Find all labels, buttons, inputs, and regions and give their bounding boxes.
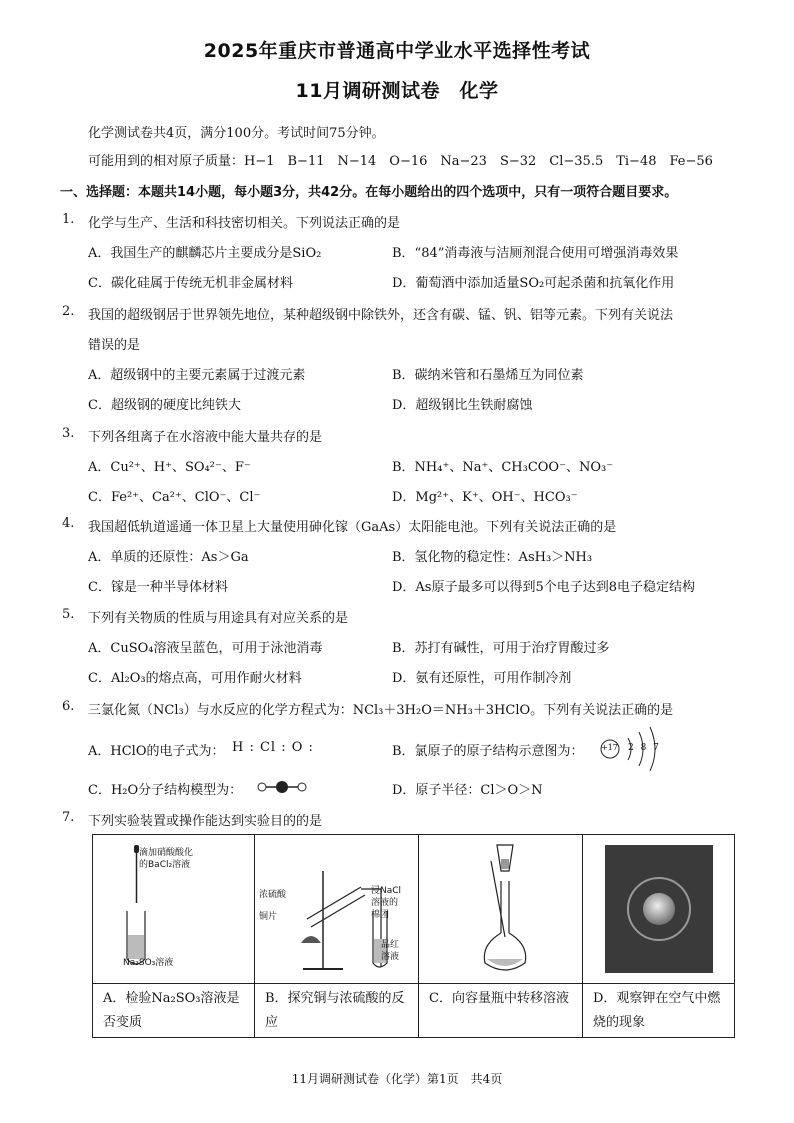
panel-b-caption: B．探究铜与浓硫酸的反应 <box>265 991 405 1030</box>
water-molecule-model <box>256 780 308 794</box>
panel-b-label: 溶液 <box>381 952 400 962</box>
question-stem: 下列各组离子在水溶液中能大量共存的是 <box>88 430 323 445</box>
option-b: B．苏打有碱性，可用于治疗胃酸过多 <box>392 641 610 656</box>
question-number: 2. <box>62 304 75 319</box>
option-c: C．Al₂O₃的熔点高，可用作耐火材料 <box>88 671 302 686</box>
option-d: D．氨有还原性，可用作制冷剂 <box>392 671 572 686</box>
panel-b <box>255 835 419 1037</box>
question-stem: 化学与生产、生活和科技密切相关。下列说法正确的是 <box>88 216 401 231</box>
volumetric-flask-illustration <box>461 841 541 979</box>
question-stem: 我国的超级钢居于世界领先地位，某种超级钢中除铁外，还含有碳、锰、钒、铝等元素。下列有关说法 <box>88 308 674 323</box>
option-a: A．超级钢中的主要元素属于过渡元素 <box>88 368 306 383</box>
question-number: 6. <box>62 699 75 714</box>
panel-a <box>93 835 255 1037</box>
panel-a-label: 滴加硝酸酸化 <box>139 848 194 858</box>
panel-a-label: 的BaCl₂溶液 <box>139 860 191 870</box>
page-footer: 11月调研测试卷（化学）第1页 共4页 <box>291 1072 503 1086</box>
question-stem-continued: 错误的是 <box>88 338 141 353</box>
chlorine-shell-electrons: 2 8 7 <box>628 743 661 753</box>
option-a: A．单质的还原性：As＞Ga <box>88 550 249 565</box>
question-number: 7. <box>62 810 75 825</box>
option-a: A．Cu²⁺、H⁺、SO₄²⁻、F⁻ <box>88 460 251 475</box>
option-b: B．氢化物的稳定性：AsH₃＞NH₃ <box>392 550 593 565</box>
panel-b-label: 棉团 <box>371 910 390 920</box>
panel-b-label: 浓硫酸 <box>259 890 287 900</box>
option-a: A．HClO的电子式为： <box>88 744 225 759</box>
option-b: B．氯原子的原子结构示意图为： <box>392 744 584 759</box>
question-stem: 三氯化氮（NCl₃）与水反应的化学方程式为：NCl₃＋3H₂O＝NH₃＋3HClO。下列有关说法正确的是 <box>88 703 674 718</box>
hclo-electron-formula: H : Cl : O : <box>232 740 314 755</box>
option-c: C．超级钢的硬度比纯铁大 <box>88 398 241 413</box>
panel-b-label: 铜片 <box>259 912 278 922</box>
question-number: 1. <box>62 212 75 227</box>
option-d: D．Mg²⁺、K⁺、OH⁻、HCO₃⁻ <box>392 490 578 505</box>
option-a: A．我国生产的麒麟芯片主要成分是SiO₂ <box>88 246 322 261</box>
option-b: B．碳纳米管和石墨烯互为同位素 <box>392 368 584 383</box>
panel-d-caption: D．观察钾在空气中燃烧的现象 <box>593 991 721 1030</box>
option-a: A．CuSO₄溶液呈蓝色，可用于泳池消毒 <box>88 641 323 656</box>
panel-b-label: 浸NaCl <box>371 886 402 896</box>
option-c: C．Fe²⁺、Ca²⁺、ClO⁻、Cl⁻ <box>88 490 261 505</box>
question-stem: 下列有关物质的性质与用途具有对应关系的是 <box>88 611 349 626</box>
intro-line-1: 化学测试卷共4页，满分100分。考试时间75分钟。 <box>88 126 385 141</box>
intro-line-2: 可能用到的相对原子质量：H−1 B−11 N−14 O−16 Na−23 S−32 Cl−35.5 Ti−48 Fe−56 <box>88 154 713 169</box>
option-b: B．NH₄⁺、Na⁺、CH₃COO⁻、NO₃⁻ <box>392 460 614 475</box>
option-d: D．原子半径：Cl＞O＞N <box>392 783 543 798</box>
experiment-table <box>92 834 735 1038</box>
question-number: 4. <box>62 516 75 531</box>
question-stem: 我国超低轨道遥通一体卫星上大量使用砷化镓（GaAs）太阳能电池。下列有关说法正确的是 <box>88 520 617 535</box>
question-stem: 下列实验装置或操作能达到实验目的的是 <box>88 814 323 829</box>
chlorine-nucleus-label: +17 <box>601 743 618 752</box>
exam-title: 2025年重庆市普通高中学业水平选择性考试 <box>203 40 591 62</box>
section-heading: 一、选择题：本题共14小题，每小题3分，共42分。在每小题给出的四个选项中，只有一项符合题目要求。 <box>60 185 678 200</box>
panel-a-label: Na₂SO₃溶液 <box>123 958 174 968</box>
panel-c-caption: C．向容量瓶中转移溶液 <box>429 991 569 1006</box>
option-c: C．镓是一种半导体材料 <box>88 580 228 595</box>
panel-b-label: 溶液的 <box>371 898 399 908</box>
option-c: C．H₂O分子结构模型为： <box>88 783 243 798</box>
panel-c <box>419 835 583 1037</box>
option-c: C．碳化硅属于传统无机非金属材料 <box>88 276 293 291</box>
panel-d <box>583 835 734 1037</box>
question-number: 5. <box>62 607 75 622</box>
panel-a-caption: A．检验Na₂SO₃溶液是否变质 <box>103 991 240 1030</box>
exam-subtitle: 11月调研测试卷 化学 <box>295 80 499 102</box>
panel-b-label: 品红 <box>381 940 400 950</box>
potassium-burning-photo <box>605 845 713 973</box>
question-number: 3. <box>62 426 75 441</box>
option-d: D．超级钢比生铁耐腐蚀 <box>392 398 533 413</box>
option-b: B．“84”消毒液与洁厕剂混合使用可增强消毒效果 <box>392 246 679 261</box>
option-d: D．As原子最多可以得到5个电子达到8电子稳定结构 <box>392 580 696 595</box>
option-d: D．葡萄酒中添加适量SO₂可起杀菌和抗氧化作用 <box>392 276 675 291</box>
